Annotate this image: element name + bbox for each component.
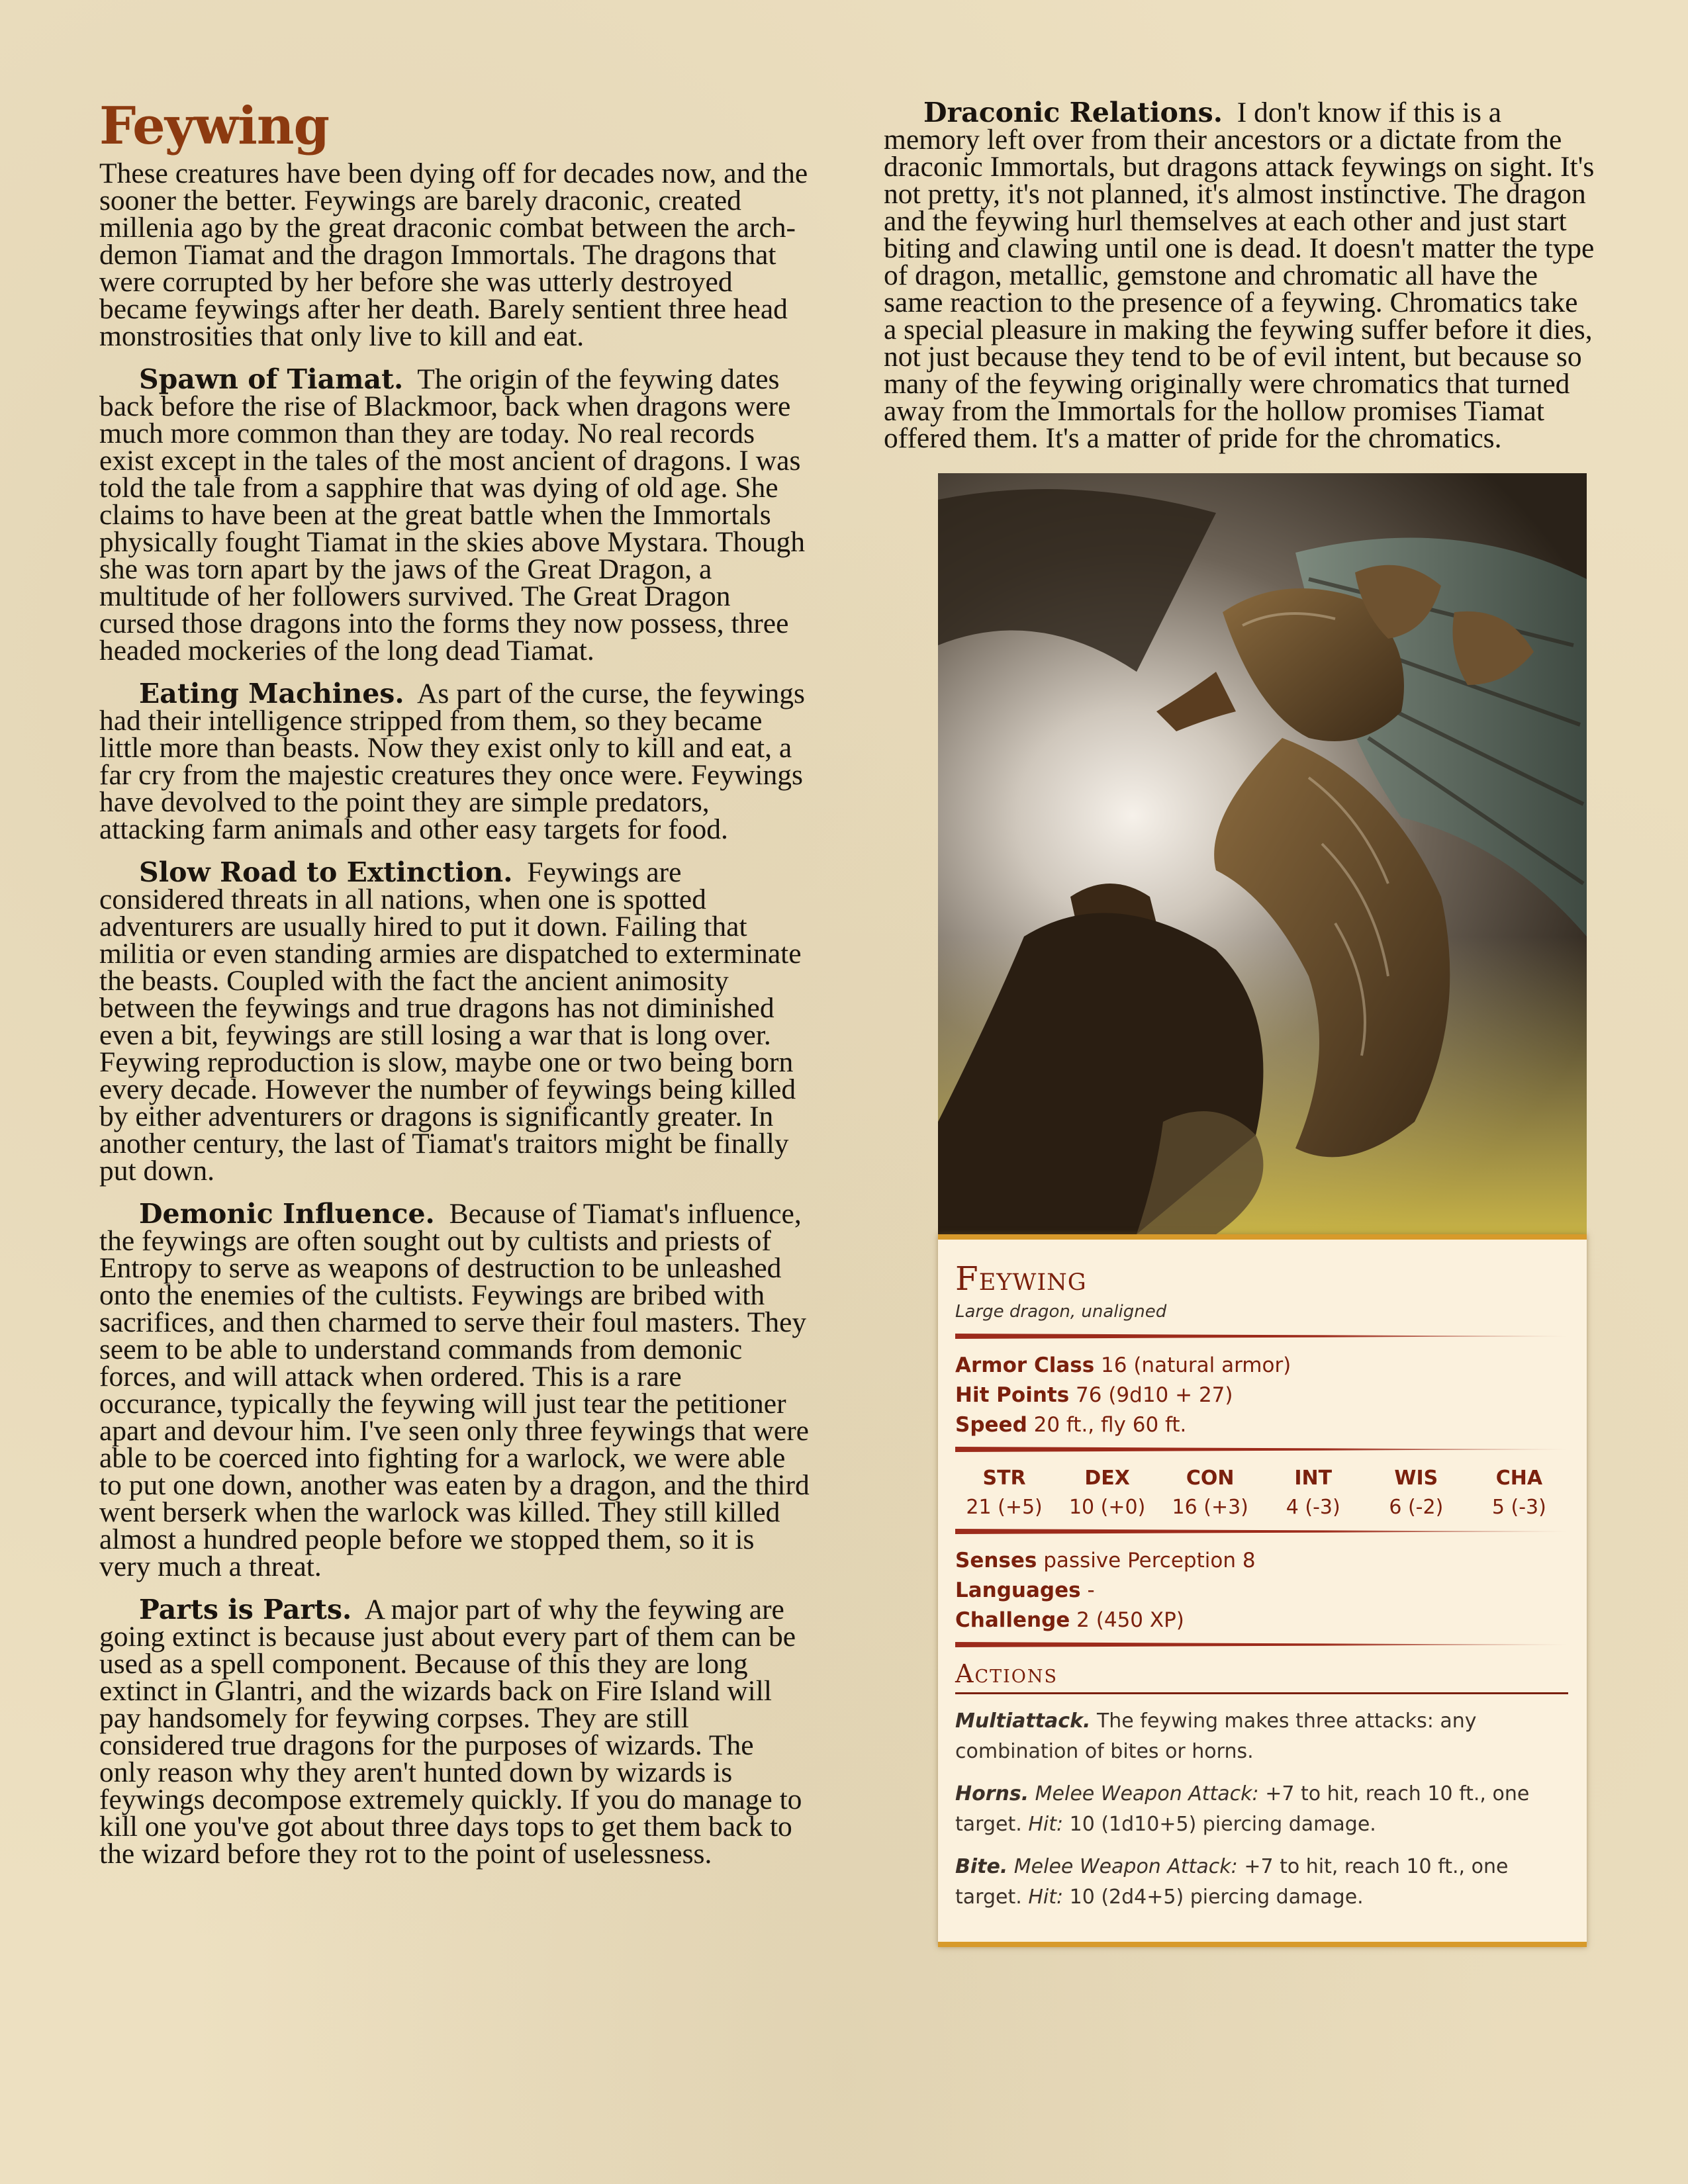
action-text: +7 to hit, reach 10 ft., one target. xyxy=(955,1855,1509,1909)
speed-value: 20 ft., fly 60 ft. xyxy=(1033,1413,1187,1437)
creature-type: Large dragon, unaligned xyxy=(955,1302,1167,1322)
ability-value: 21 (+5) xyxy=(966,1496,1043,1519)
action-bite xyxy=(955,1852,1568,1913)
hit-points-line xyxy=(955,1381,1568,1410)
section-heading: Demonic Influence. xyxy=(139,1197,435,1230)
action-name: Multiattack. xyxy=(955,1709,1091,1733)
section-heading: Parts is Parts. xyxy=(139,1593,352,1625)
section-heading: Spawn of Tiamat. xyxy=(139,363,404,395)
challenge-label: Challenge xyxy=(955,1608,1070,1632)
section-draconic-relations xyxy=(884,99,1595,452)
ability-con xyxy=(1161,1464,1259,1522)
action-hit: 10 (1d10+5) piercing damage. xyxy=(1069,1813,1376,1836)
armor-class-line xyxy=(955,1351,1568,1381)
tapered-rule xyxy=(955,1642,1568,1647)
section-heading: Eating Machines. xyxy=(139,677,404,709)
action-hit-label: Hit: xyxy=(1028,1813,1064,1836)
section-text: Because of Tiamat's influence, the feywings are often sought out by cultists and priests of Entropy to serve as weapons of destruction to be unleashed onto the enemies of the cultists. Feywings are bribed with sacrifices, and then charmed to serve their foul masters. They seem to be able to understand commands from demonic forces, and will attack when ordered. This is a rare occurance, typically the feywing will just tear the petitioner apart and devour him. I've seen only three feywings that were able to be coerced into fighting for a warlock, we were able to put one down, another was eaten by a dragon, and the third went berserk when the warlock was killed. They still killed almost a hundred people before we stopped them, so it is very much a threat. xyxy=(99,1197,810,1582)
section-parts-is-parts xyxy=(99,1593,811,1870)
section-demonic-influence xyxy=(99,1197,811,1582)
hit-points-value: 76 (9d10 + 27) xyxy=(1076,1383,1233,1407)
page-title: Feywing xyxy=(99,96,330,156)
ability-value: 4 (-3) xyxy=(1286,1496,1340,1519)
ability-name: DEX xyxy=(1084,1467,1130,1490)
action-text: +7 to hit, reach 10 ft., one target. xyxy=(955,1782,1530,1836)
tapered-rule xyxy=(955,1529,1568,1534)
action-hit-label: Hit: xyxy=(1028,1886,1064,1909)
section-heading: Draconic Relations. xyxy=(923,97,1223,128)
section-heading: Slow Road to Extinction. xyxy=(139,856,513,888)
speed-label: Speed xyxy=(955,1413,1027,1437)
ability-wis xyxy=(1367,1464,1465,1522)
section-text: I don't know if this is a memory left over from their ancestors or a dictate from the draconic Immortals, but dragons attack feywings on sight. It's not pretty, it's not planned, it's almost instinctive. The dragon and the feywing hurl themselves at each other and just start biting and clawing until one is dead. It doesn't matter the type of dragon, metallic, gemstone and chromatic all have the same reaction to the presence of a feywing. Chromatics take a special pleasure in making the feywing suffer before it dies, not just because they tend to be of evil intent, but because so many of the feywing originally were chromatics that turned away from the Immortals for the hollow promises Tiamat offered them. It's a matter of pride for the chromatics. xyxy=(884,97,1595,454)
action-attack-type: Melee Weapon Attack: xyxy=(1013,1855,1238,1878)
ability-name: WIS xyxy=(1394,1467,1438,1490)
intro-paragraph: These creatures have been dying off for decades now, and the sooner the better. Feywings are barely draconic, created millenia ago by the great draconic combat between the arch-demon Tiamat and the dragon Immortals. The dragons that were corrupted by her before she was utterly destroyed became feywings after her death. Barely sentient three head monstrosities that only live to kill and eat. xyxy=(99,157,808,352)
action-hit: 10 (2d4+5) piercing damage. xyxy=(1069,1886,1364,1909)
section-eating-machines xyxy=(99,677,811,845)
hit-points-label: Hit Points xyxy=(955,1383,1070,1407)
speed-line xyxy=(955,1410,1568,1440)
feywing-illustration xyxy=(938,473,1587,1234)
ability-scores xyxy=(955,1464,1568,1522)
actions-heading: Actions xyxy=(955,1659,1568,1694)
section-text: A major part of why the feywing are going extinct is because just about every part of them can be used as a spell component. Because of this they are long extinct in Glantri, and the wizards back on Fire Island will pay handsomely for feywing corpses. They are still considered true dragons for the purposes of wizards. The only reason why they aren't hunted down by wizards is feywings decompose extremely quickly. If you do manage to kill one you've got about three days tops to get them back to the wizard before they rot to the point of uselessness. xyxy=(99,1593,802,1870)
senses-line xyxy=(955,1546,1568,1576)
tapered-rule xyxy=(955,1334,1568,1339)
right-column xyxy=(884,99,1595,1947)
ability-name: CHA xyxy=(1495,1467,1543,1490)
dragon-artwork xyxy=(938,473,1587,1234)
section-slow-road xyxy=(99,856,811,1187)
left-column xyxy=(99,96,811,1884)
ability-value: 6 (-2) xyxy=(1389,1496,1444,1519)
ability-value: 10 (+0) xyxy=(1068,1496,1146,1519)
action-name: Horns. xyxy=(955,1782,1029,1805)
ability-value: 5 (-3) xyxy=(1491,1496,1546,1519)
section-text: The origin of the feywing dates back before the rise of Blackmoor, back when dragons were much more common than they are today. No real records exist except in the tales of the most ancient of dragons. I was told the tale from a sapphire that was dying of old age. She claims to have been at the great battle when the Immortals physically fought Tiamat in the skies above Mystara. Though she was torn apart by the jaws of the Great Dragon, a multitude of her followers survived. The Great Dragon cursed those dragons into the forms they now possess, three headed mockeries of the long dead Tiamat. xyxy=(99,363,806,666)
ability-value: 16 (+3) xyxy=(1172,1496,1248,1519)
action-name: Bite. xyxy=(955,1855,1008,1878)
challenge-value: 2 (450 XP) xyxy=(1076,1608,1184,1632)
action-attack-type: Melee Weapon Attack: xyxy=(1035,1782,1259,1805)
action-horns xyxy=(955,1779,1568,1840)
ability-dex xyxy=(1058,1464,1156,1522)
languages-label: Languages xyxy=(955,1578,1081,1602)
section-text: Feywings are considered threats in all nations, when one is spotted adventurers are usually hired to put it down. Failing that militia or even standing armies are dispatched to exterminate the beasts. Coupled with the fact the ancient animosity between the feywings and true dragons has not diminished even a bit, feywings are still losing a war that is long over. Feywing reproduction is slow, maybe one or two being born every decade. However the number of feywings being killed by either adventurers or dragons is significantly greater. In another century, the last of Tiamat's traitors might be finally put down. xyxy=(99,856,802,1187)
armor-class-value: 16 (natural armor) xyxy=(1101,1353,1291,1377)
challenge-line xyxy=(955,1606,1568,1635)
armor-class-label: Armor Class xyxy=(955,1353,1095,1377)
languages-value: - xyxy=(1087,1578,1095,1602)
tapered-rule xyxy=(955,1447,1568,1452)
section-text: As part of the curse, the feywings had their intelligence stripped from them, so they became little more than beasts. Now they exist only to kill and eat, a far cry from the majestic creatures they once were. Feywings have devolved to the point they are simple predators, attacking farm animals and other easy targets for food. xyxy=(99,677,805,845)
action-text: The feywing makes three attacks: any combination of bites or horns. xyxy=(955,1709,1477,1763)
action-multiattack xyxy=(955,1706,1568,1767)
ability-name: CON xyxy=(1186,1467,1235,1490)
senses-label: Senses xyxy=(955,1549,1037,1572)
senses-value: passive Perception 8 xyxy=(1043,1549,1256,1572)
ability-cha xyxy=(1470,1464,1568,1522)
ability-str xyxy=(955,1464,1053,1522)
ability-name: STR xyxy=(982,1467,1026,1490)
ability-int xyxy=(1264,1464,1362,1522)
ability-name: INT xyxy=(1294,1467,1333,1490)
stat-block xyxy=(938,1234,1587,1947)
section-spawn-of-tiamat xyxy=(99,363,811,666)
languages-line xyxy=(955,1576,1568,1606)
creature-name: Feywing xyxy=(955,1259,1087,1298)
